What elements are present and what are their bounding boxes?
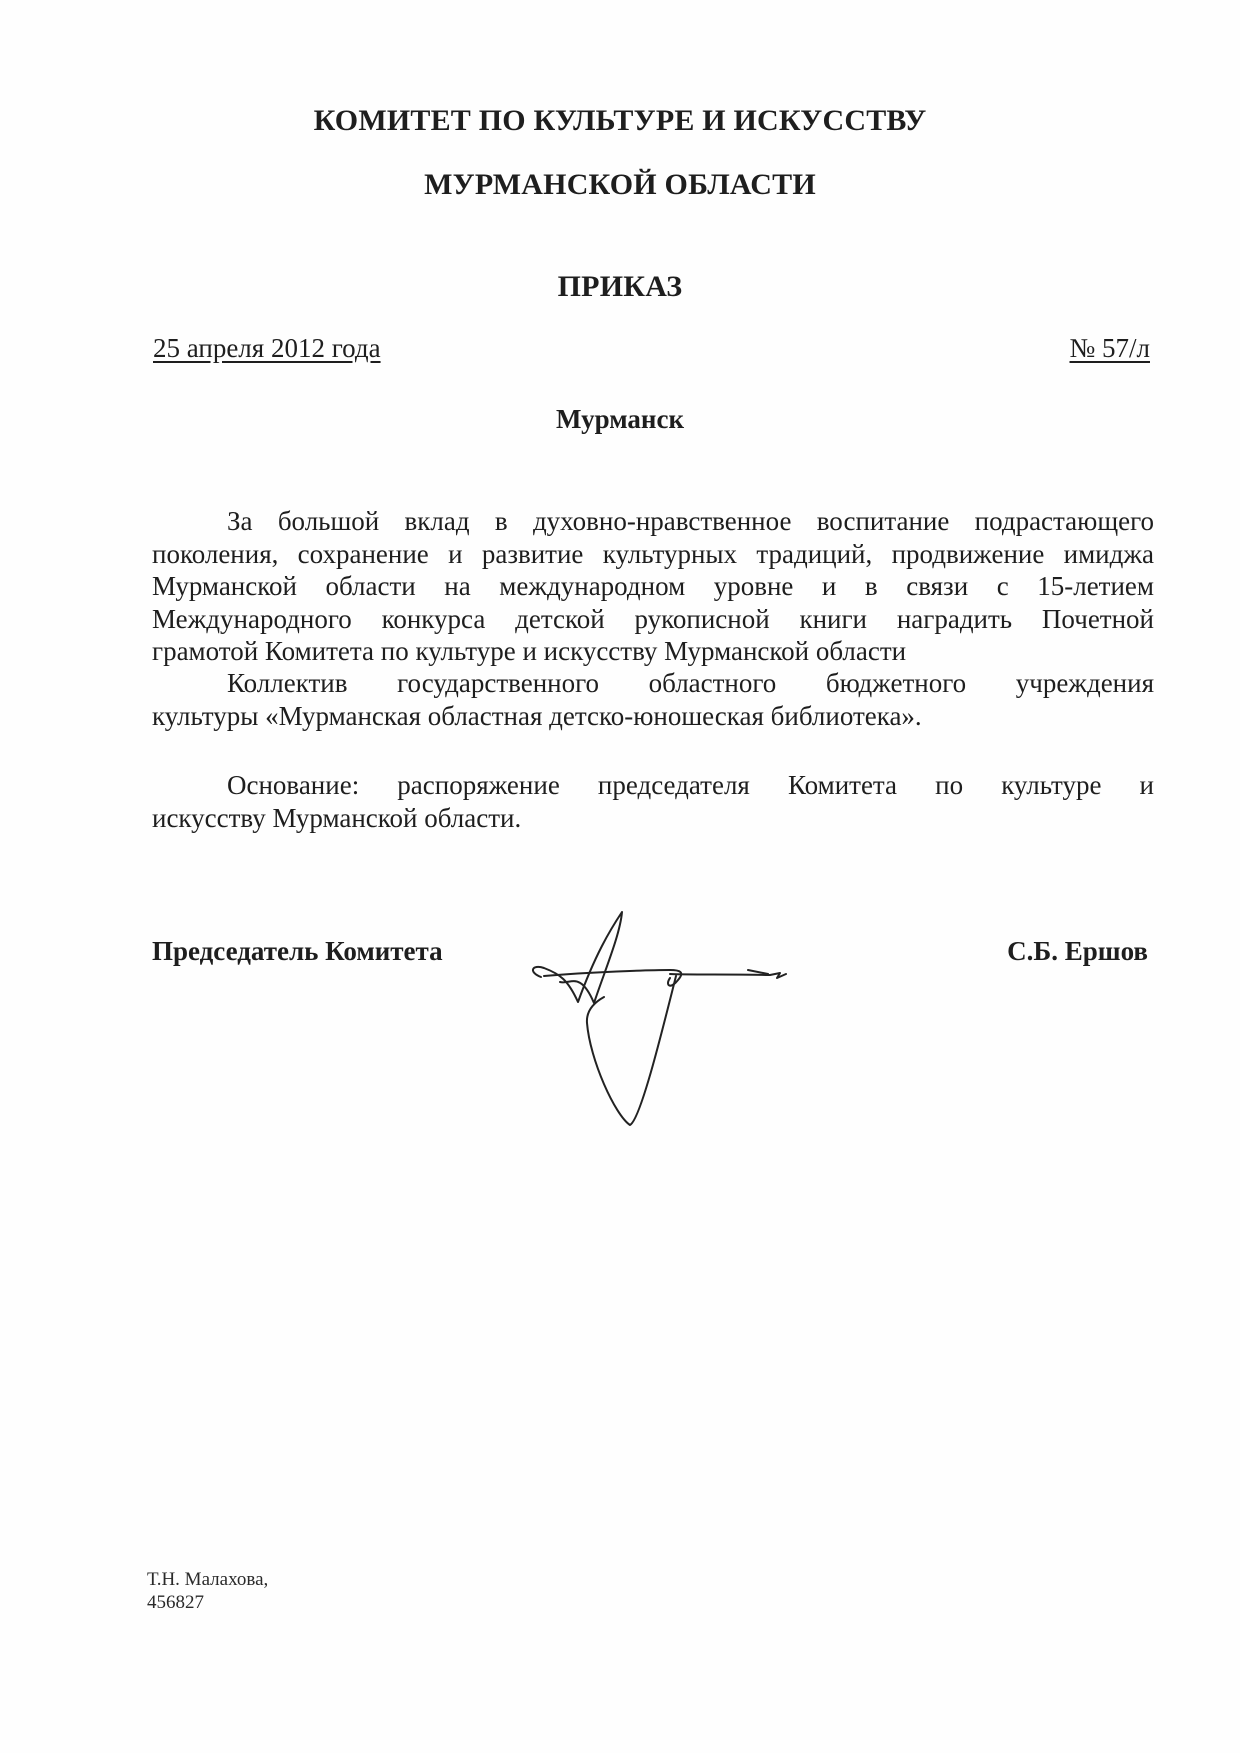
signature-stroke bbox=[587, 976, 676, 1125]
text-line: За большой вклад в духовно-нравственное воспитание подрастающего bbox=[227, 506, 1154, 536]
region-name: МУРМАНСКОЙ ОБЛАСТИ bbox=[424, 168, 816, 201]
executor-name: Т.Н. Малахова, bbox=[147, 1569, 269, 1590]
handwritten-signature bbox=[500, 890, 830, 1150]
signer-name: С.Б. Ершов bbox=[1007, 936, 1148, 966]
text-line: Основание: распоряжение председателя Комитета по культуре и bbox=[227, 770, 1154, 800]
executor-info bbox=[147, 1568, 268, 1614]
text-line: грамотой Комитета по культуре и искусству Мурманской области bbox=[152, 636, 907, 666]
document-type: ПРИКАЗ bbox=[557, 270, 683, 303]
signer-title: Председатель Комитета bbox=[152, 936, 443, 966]
executor-phone: 456827 bbox=[147, 1592, 204, 1613]
text-line: поколения, сохранение и развитие культурных традиций, продвижение имиджа bbox=[152, 538, 1154, 569]
text-line: культуры «Мурманская областная детско-юношеская библиотека». bbox=[152, 700, 922, 731]
order-date: 25 апреля 2012 года bbox=[153, 333, 381, 363]
text-line: Международного конкурса детской рукописной книги наградить Почетной bbox=[152, 603, 1154, 634]
award-paragraph bbox=[152, 505, 1154, 668]
text-line: Коллектив государственного областного бюджетного учреждения bbox=[227, 668, 1154, 698]
basis-paragraph bbox=[152, 769, 1154, 834]
recipient-paragraph bbox=[152, 667, 1154, 732]
signature-stroke bbox=[748, 970, 768, 974]
signature-stroke bbox=[533, 912, 622, 1003]
text-line: искусству Мурманской области. bbox=[152, 802, 522, 833]
city: Мурманск bbox=[555, 404, 685, 434]
text-line: Мурманской области на международном уровне и в связи с 15-летием bbox=[152, 571, 1154, 601]
order-number: № 57/л bbox=[1069, 333, 1150, 363]
committee-name: КОМИТЕТ ПО КУЛЬТУРЕ И ИСКУССТВУ bbox=[313, 104, 927, 137]
